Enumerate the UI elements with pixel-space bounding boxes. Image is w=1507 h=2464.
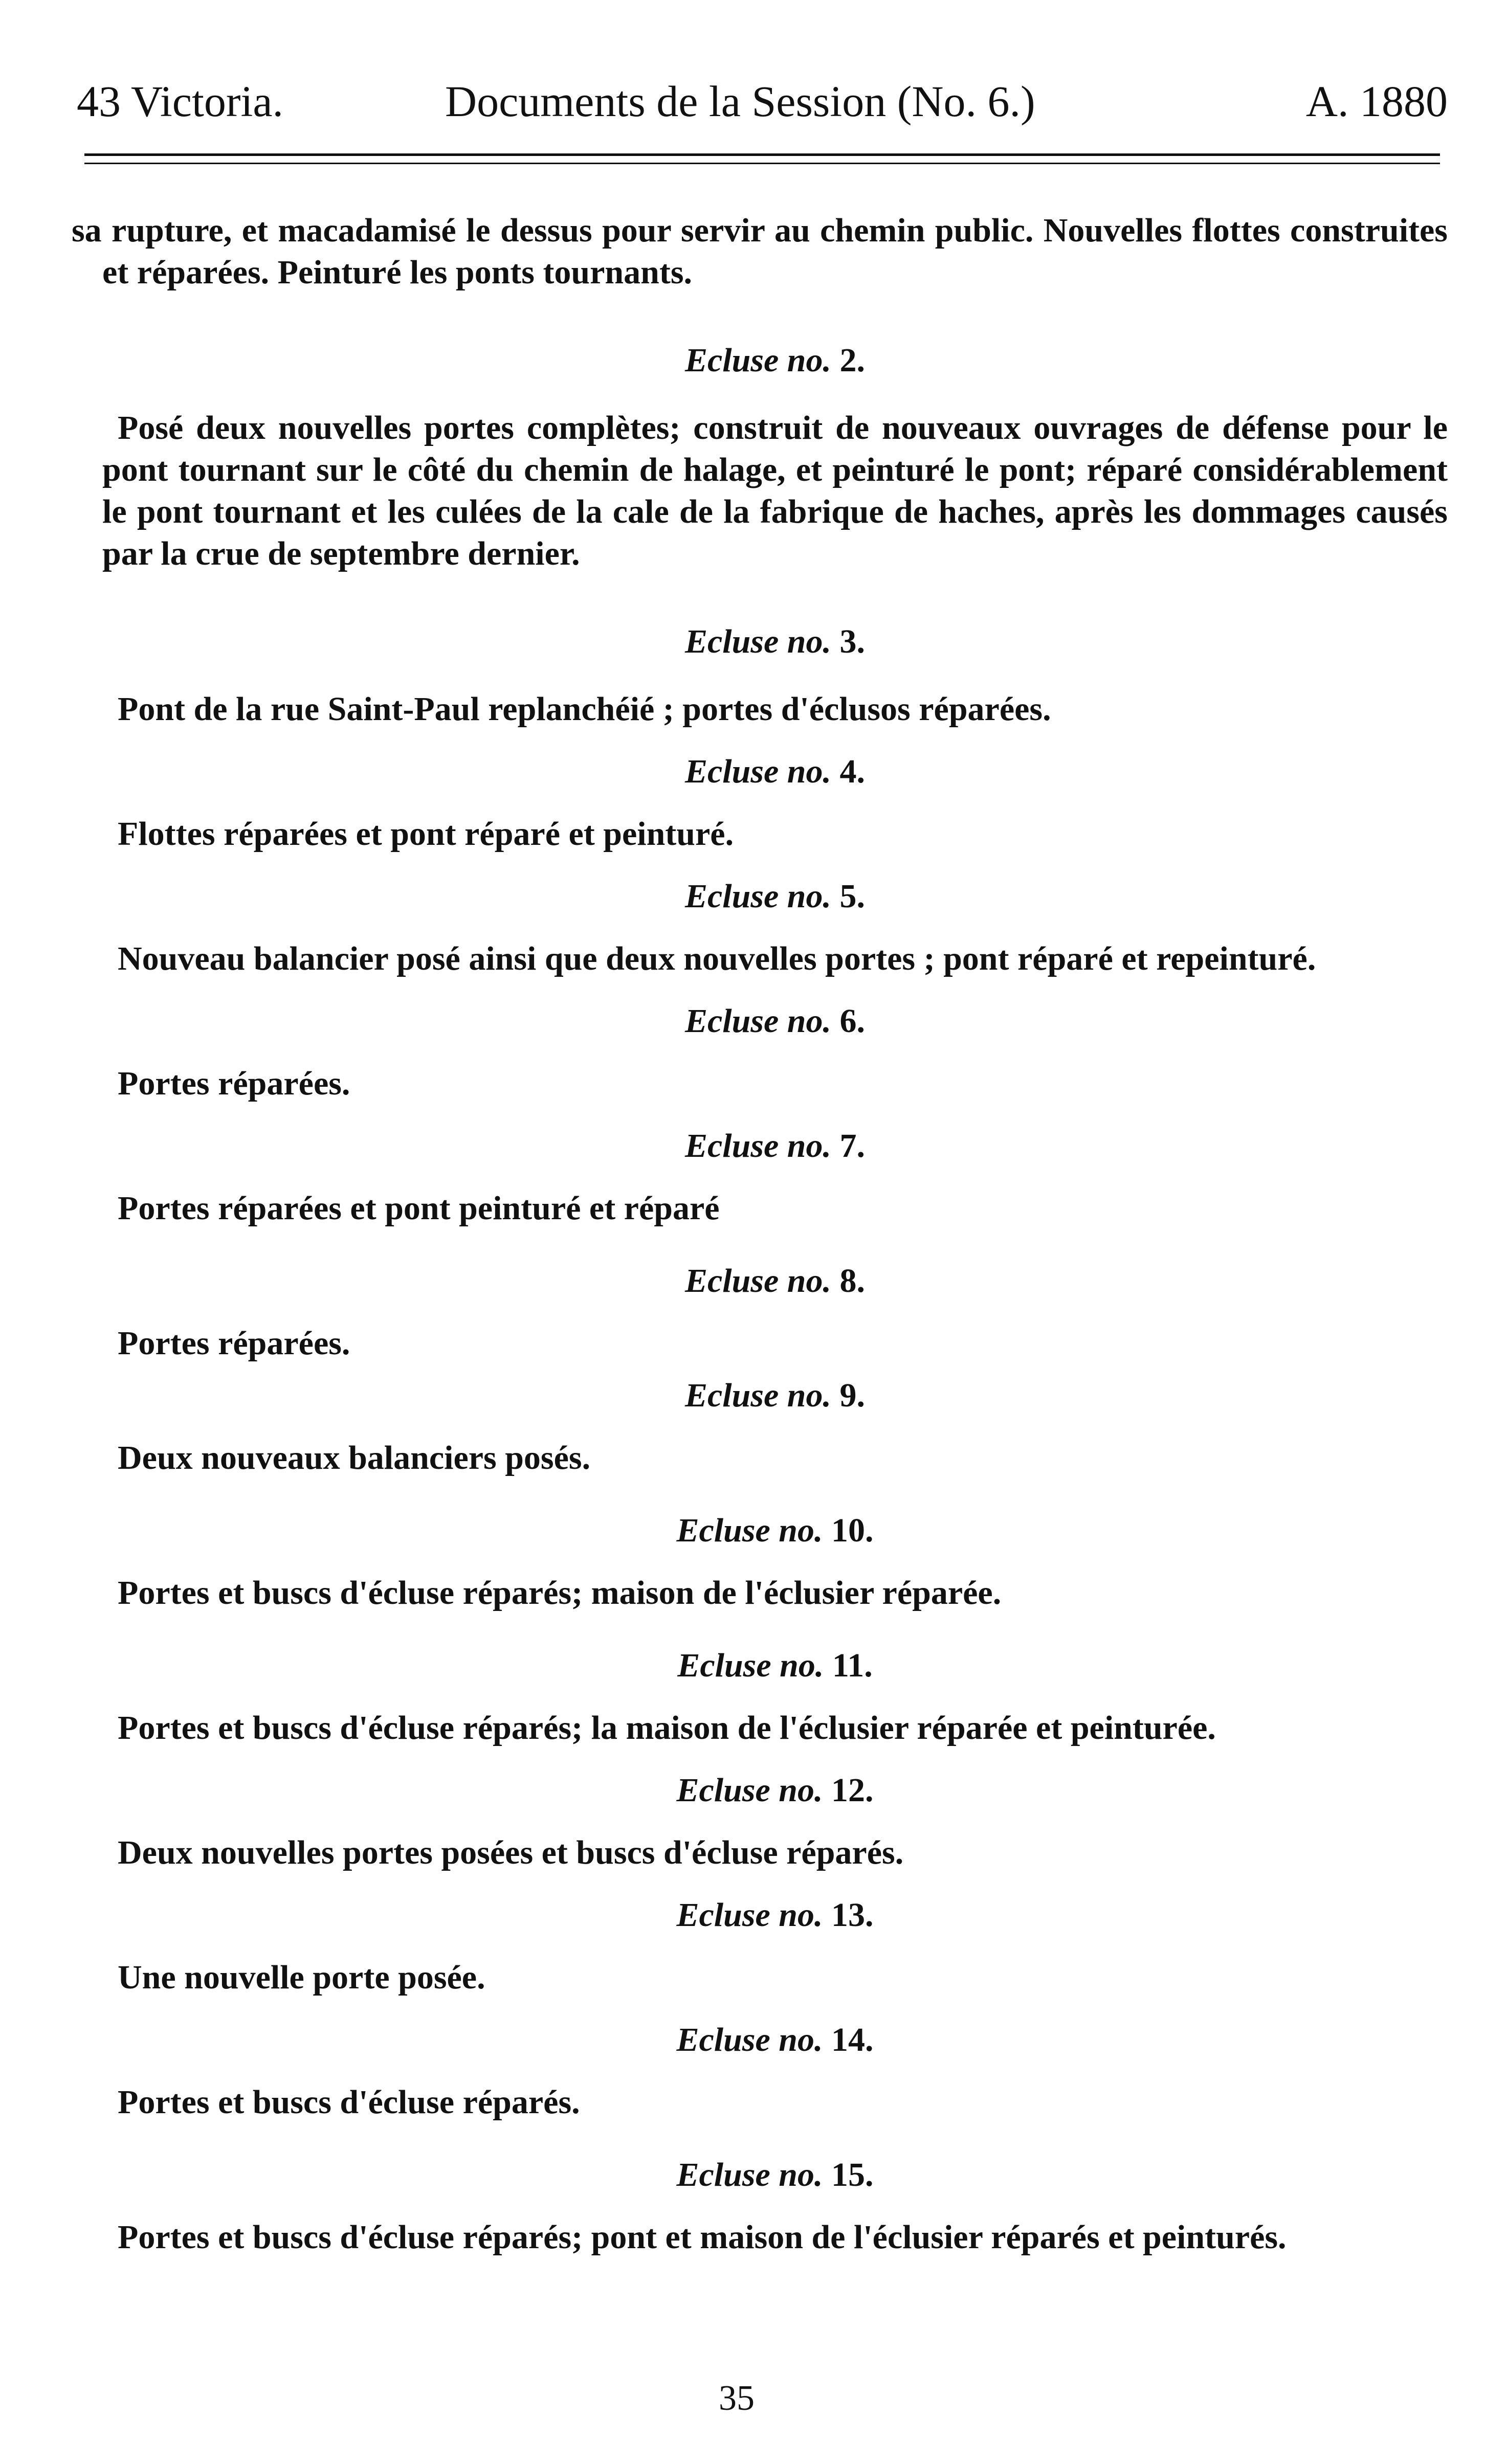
section-text: Deux nouvelles portes posées et buscs d'écluse réparés. bbox=[118, 1834, 904, 1871]
section-heading: Ecluse no. 15. bbox=[676, 2156, 874, 2193]
document-body bbox=[72, 210, 1448, 2258]
section-heading: Ecluse no. 8. bbox=[684, 1262, 866, 1300]
section-heading: Ecluse no. 5. bbox=[684, 878, 866, 915]
section-text: Portes et buscs d'écluse réparés; maison de l'éclusier réparée. bbox=[118, 1574, 1002, 1611]
header-title: Documents de la Session (No. 6.) bbox=[445, 77, 1035, 126]
page-header bbox=[77, 76, 1448, 132]
section-heading: Ecluse no. 12. bbox=[676, 1772, 874, 1809]
section-text: Portes réparées. bbox=[118, 1065, 350, 1102]
section-text: Portes réparées. bbox=[118, 1325, 350, 1362]
header-year: A. 1880 bbox=[1305, 77, 1448, 126]
section-text: Pont de la rue Saint-Paul replanchéié ; portes d'éclusos réparées. bbox=[118, 690, 1051, 728]
section-heading: Ecluse no. 3. bbox=[684, 623, 866, 660]
section-heading: Ecluse no. 6. bbox=[684, 1002, 866, 1040]
section-heading: Ecluse no. 9. bbox=[684, 1377, 866, 1414]
section-text: Portes et buscs d'écluse réparés; pont et maison de l'éclusier réparés et peinturés. bbox=[118, 2219, 1287, 2256]
section-heading: Ecluse no. 2. bbox=[684, 342, 866, 379]
section-heading: Ecluse no. 10. bbox=[676, 1512, 874, 1549]
header-rule-bottom bbox=[84, 163, 1440, 164]
intro-paragraph: sa rupture, et macadamisé le dessus pour servir au chemin public. Nouvelles flottes construites et réparées. Peinturé les ponts tournants. bbox=[72, 212, 1448, 291]
section-text: Deux nouveaux balanciers posés. bbox=[118, 1439, 591, 1476]
section-text: Flottes réparées et pont réparé et peinturé. bbox=[118, 815, 734, 853]
section-text: Portes et buscs d'écluse réparés; la maison de l'éclusier réparée et peinturée. bbox=[118, 1709, 1216, 1746]
section-heading: Ecluse no. 7. bbox=[684, 1127, 866, 1164]
section-text: Posé deux nouvelles portes complètes; construit de nouveaux ouvrages de défense pour le pont tournant sur le côté du chemin de halage, et peinturé le pont; réparé considérablement le pont tournant et les culées de la cale de la fabrique de haches, après les dommages causés par la crue de septembre dernier. bbox=[102, 409, 1448, 572]
page-number: 35 bbox=[719, 2379, 755, 2418]
section-text: Une nouvelle porte posée. bbox=[118, 1959, 485, 1996]
section-heading: Ecluse no. 14. bbox=[676, 2021, 874, 2058]
section-heading: Ecluse no. 4. bbox=[684, 753, 866, 790]
section-text: Portes réparées et pont peinturé et réparé bbox=[118, 1190, 720, 1227]
section-heading: Ecluse no. 11. bbox=[677, 1647, 873, 1684]
section-text: Portes et buscs d'écluse réparés. bbox=[118, 2084, 580, 2121]
header-rule-top bbox=[84, 153, 1440, 156]
section-heading: Ecluse no. 13. bbox=[676, 1896, 874, 1934]
section-text: Nouveau balancier posé ainsi que deux nouvelles portes ; pont réparé et repeinturé. bbox=[118, 940, 1316, 977]
header-volume: 43 Victoria. bbox=[77, 77, 284, 126]
